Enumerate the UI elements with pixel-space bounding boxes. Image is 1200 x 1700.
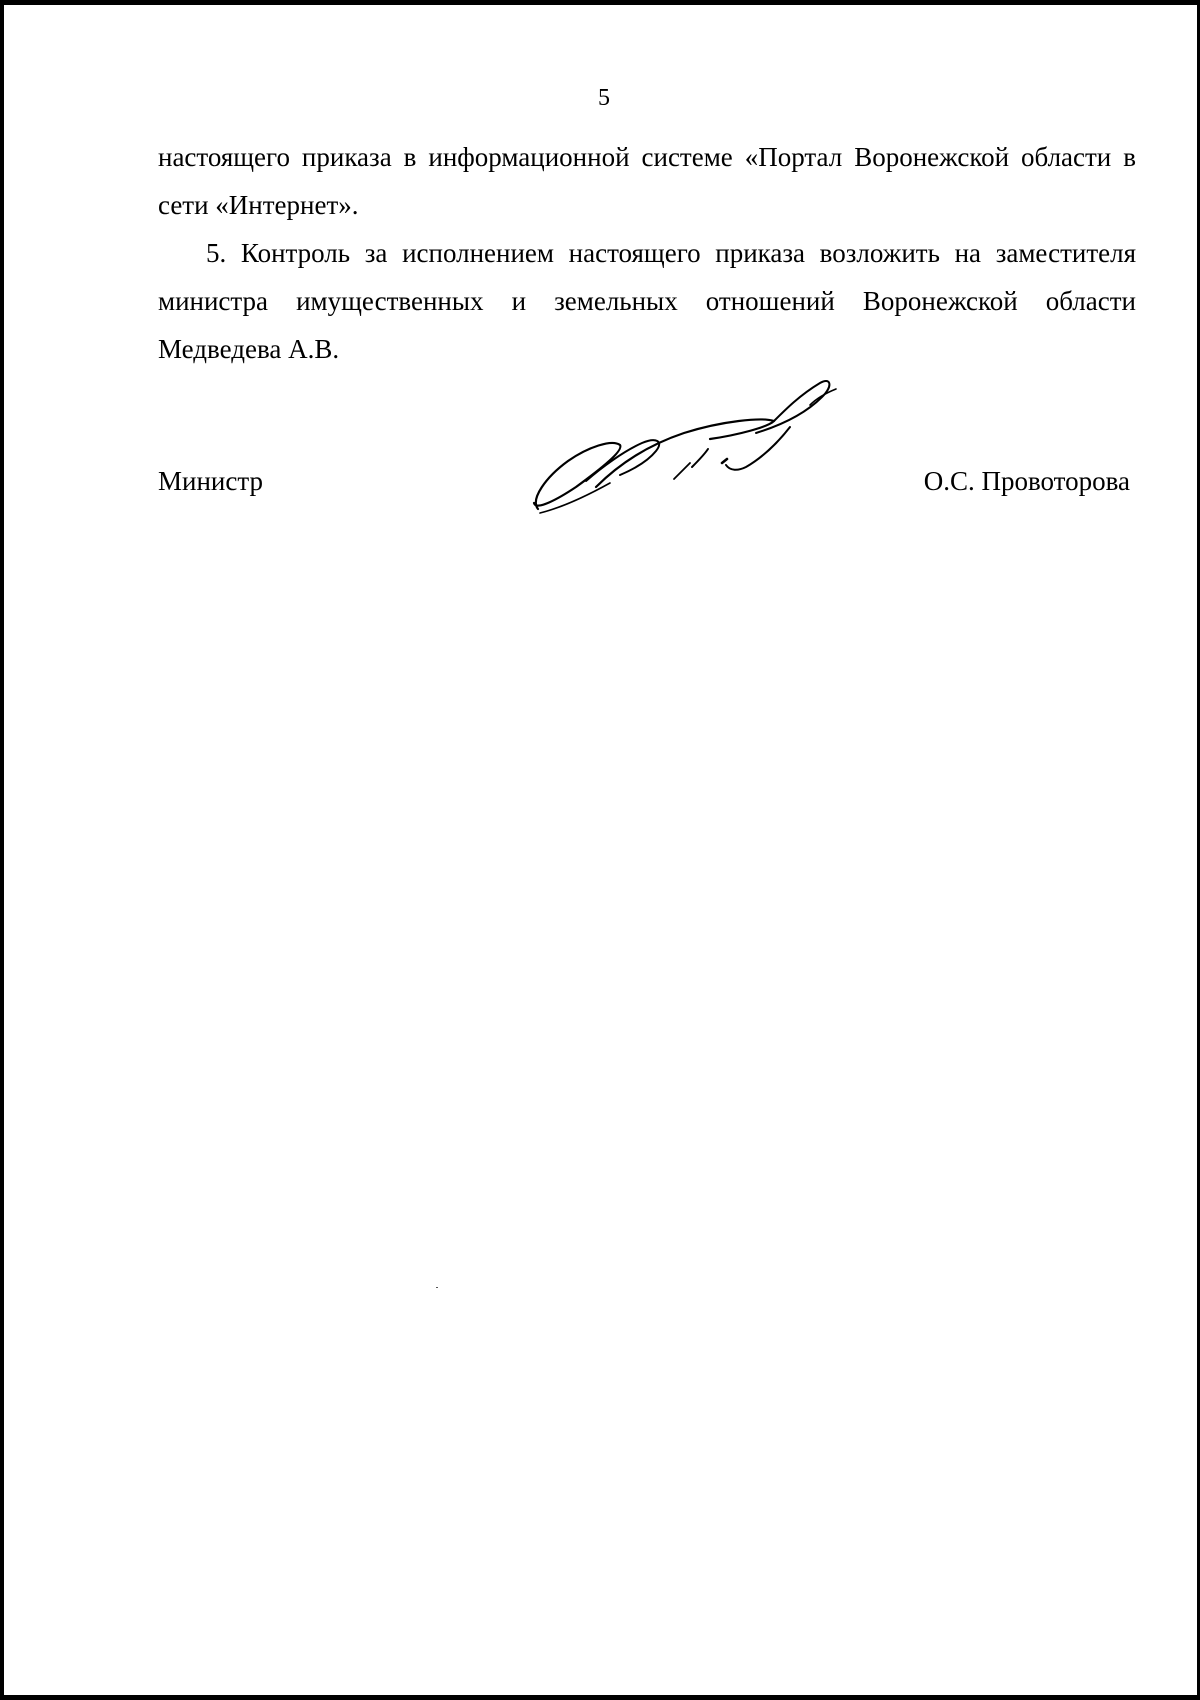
paragraph-continuation: настоящего приказа в информационной системе «Портал Воронежской области в сети «Интернет». xyxy=(158,142,1136,220)
page-number: 5 xyxy=(598,85,610,111)
document-body xyxy=(158,133,1136,373)
scan-speck xyxy=(436,1287,438,1288)
signatory-position: Министр xyxy=(158,466,263,496)
signature-row xyxy=(158,461,1130,501)
paragraph-item-5: 5. Контроль за исполнением настоящего приказа возложить на заместителя министра имущественных и земельных отношений Воронежской области Медведева А.В. xyxy=(158,238,1136,364)
signatory-name: О.С. Провоторова xyxy=(923,466,1130,496)
